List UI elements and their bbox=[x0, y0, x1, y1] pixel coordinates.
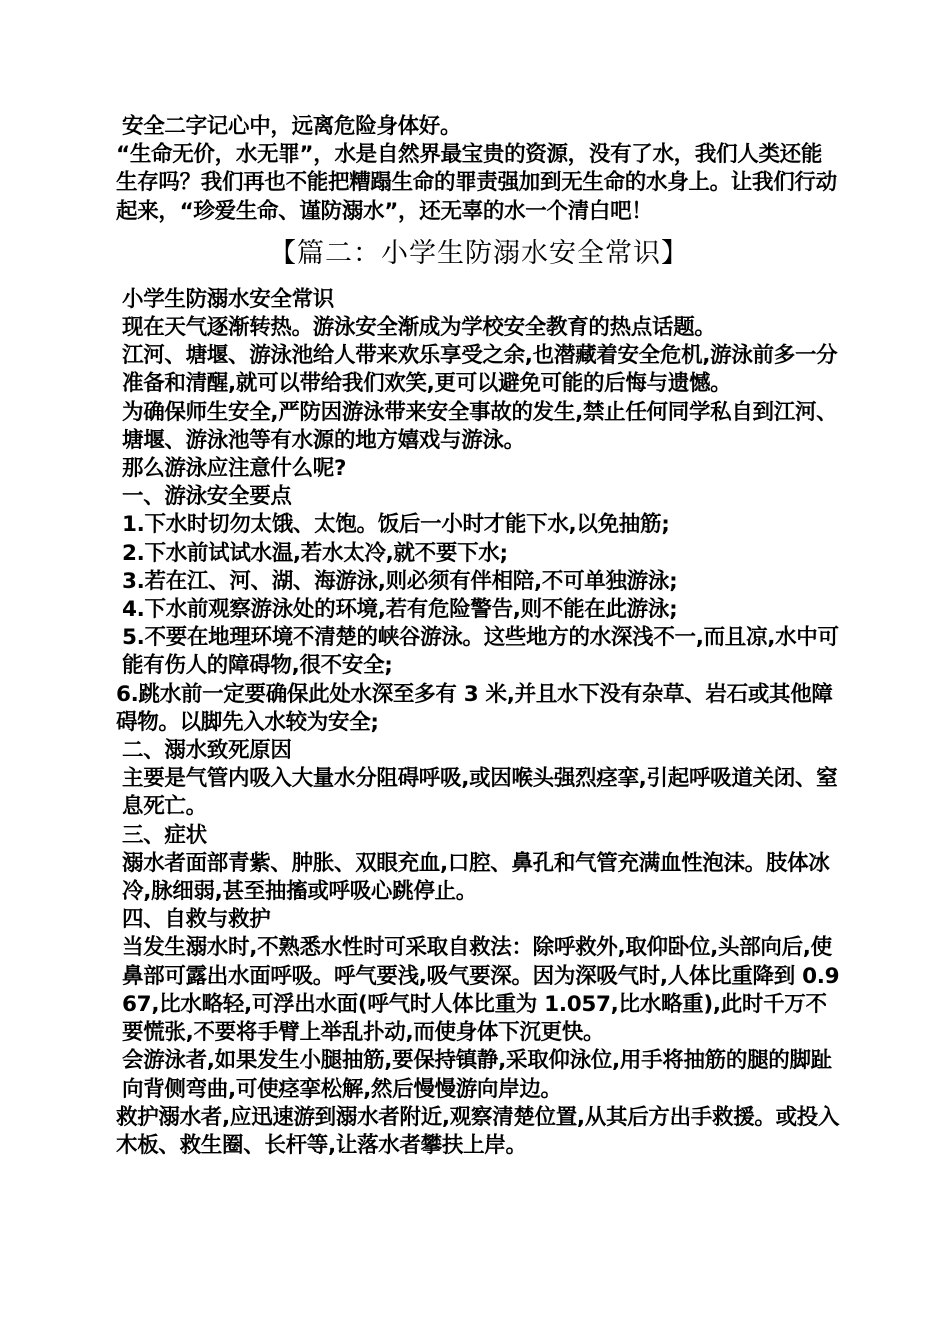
paragraph: 会游泳者,如果发生小腿抽筋,要保持镇静,采取仰泳位,用手将抽筋的腿的脚趾向背侧弯曲,可使痉挛松解,然后慢慢游向岸边。 bbox=[122, 1048, 832, 1102]
subheading: 四、自救与救护 bbox=[122, 907, 271, 933]
paragraph: 现在天气逐渐转热。游泳安全渐成为学校安全教育的热点话题。 bbox=[122, 315, 716, 341]
paragraph: 溺水者面部青紫、肿胀、双眼充血,口腔、鼻孔和气管充满血性泡沫。肢体冰冷,脉细弱,甚至抽搐或呼吸心跳停止。 bbox=[122, 850, 830, 905]
list-item: 4.下水前观察游泳处的环境,若有危险警告,则不能在此游泳; bbox=[122, 597, 678, 623]
paragraph: 救护溺水者,应迅速游到溺水者附近,观察清楚位置,从其后方出手救援。或投入木板、救生圈、长杆等,让落水者攀扶上岸。 bbox=[116, 1104, 840, 1158]
subheading: 一、游泳安全要点 bbox=[122, 484, 292, 510]
paragraph: 安全二字记心中，远离危险身体好。 bbox=[122, 114, 462, 139]
article-title: 小学生防溺水安全常识 bbox=[122, 286, 335, 312]
paragraph: 当发生溺水时,不熟悉水性时可采取自救法：除呼救外,取仰卧位,头部向后,使鼻部可露出水面呼吸。呼气要浅,吸气要深。因为深吸气时,人体比重降到 0.967,比水略轻,可浮出水面(呼气时人体比重为 1.057,比水略重),此时千万不要慌张,不要将手臂上举乱扑动,而使身体下沉更快。 bbox=[122, 935, 840, 1046]
paragraph: 那么游泳应注意什么呢? bbox=[122, 456, 347, 482]
list-item: 3.若在江、河、湖、海游泳,则必须有伴相陪,不可单独游泳; bbox=[122, 568, 678, 594]
list-item: 2.下水前试试水温,若水太冷,就不要下水; bbox=[122, 540, 508, 566]
paragraph: 为确保师生安全,严防因游泳带来安全事故的发生,禁止任何同学私自到江河、塘堰、游泳池等有水源的地方嬉戏与游泳。 bbox=[122, 399, 838, 453]
paragraph: 主要是气管内吸入大量水分阻碍呼吸,或因喉头强烈痉挛,引起呼吸道关闭、窒息死亡。 bbox=[122, 766, 838, 820]
list-item: 1.下水时切勿太饿、太饱。饭后一小时才能下水,以免抽筋; bbox=[122, 512, 670, 538]
paragraph: “生命无价，水无罪”，水是自然界最宝贵的资源，没有了水，我们人类还能生存吗？我们再也不能把糟蹋生命的罪责强加到无生命的水身上。让我们行动起来，“珍爱生命、谨防溺水”，还无辜的水一个清白吧！ bbox=[116, 142, 837, 224]
document-body bbox=[116, 113, 842, 1160]
subheading: 二、溺水致死原因 bbox=[122, 738, 292, 764]
list-item: 5.不要在地理环境不清楚的峡谷游泳。这些地方的水深浅不一,而且凉,水中可能有伤人的障碍物,很不安全; bbox=[122, 625, 839, 679]
section-title: 【篇二：小学生防溺水安全常识】 bbox=[269, 237, 689, 269]
subheading: 三、症状 bbox=[122, 822, 207, 848]
list-item: 6.跳水前一定要确保此处水深至多有 3 米,并且水下没有杂草、岩石或其他障碍物。以脚先入水较为安全; bbox=[116, 681, 833, 735]
paragraph: 江河、塘堰、游泳池给人带来欢乐享受之余,也潜藏着安全危机,游泳前多一分准备和清醒,就可以带给我们欢笑,更可以避免可能的后悔与遗憾。 bbox=[122, 343, 838, 397]
